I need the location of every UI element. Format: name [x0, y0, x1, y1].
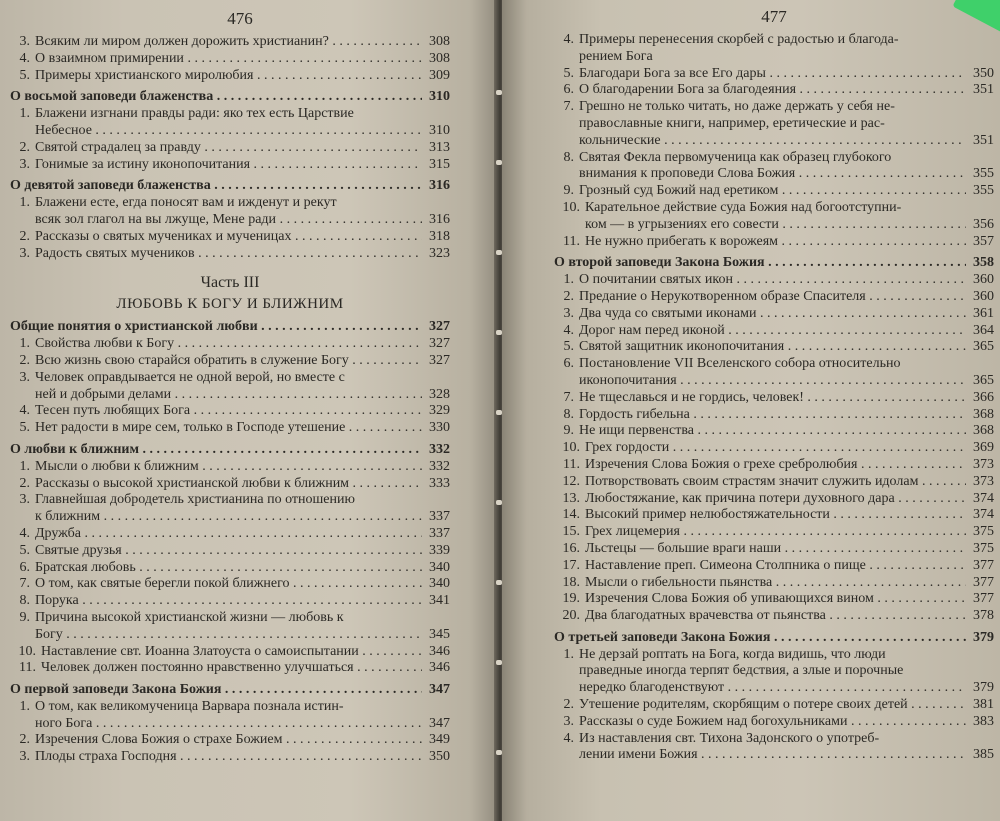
toc-page-number: 308 — [429, 50, 450, 66]
toc-entry — [10, 403, 450, 420]
toc-entry — [554, 234, 994, 251]
toc-entry-text: Льстецы — большие враги наши . . . — [585, 541, 966, 558]
toc-entry-text: рением Бога — [579, 48, 653, 64]
toc-entry-number: 7. — [563, 99, 574, 115]
toc-entry-text: внимания к проповеди Слова Божия . . . — [579, 166, 966, 183]
toc-entry — [554, 150, 994, 167]
toc-entry — [554, 558, 994, 575]
toc-page-number: 316 — [429, 178, 450, 194]
toc-entry-text: Грешно не только читать, но даже держать у себя не- — [579, 99, 895, 115]
toc-page-number: 350 — [973, 65, 994, 81]
toc-page-number: 373 — [973, 473, 994, 489]
toc-entry — [10, 627, 450, 644]
toc-page-number: 310 — [429, 89, 450, 105]
toc-entry — [554, 491, 994, 508]
toc-page-number: 347 — [429, 715, 450, 731]
toc-entry-number: 1. — [19, 336, 30, 352]
toc-entry-text: ком — в угрызениях его совести . . . — [585, 217, 966, 234]
toc-entry — [10, 749, 450, 766]
toc-entry — [10, 195, 450, 212]
toc-entry-number: 4. — [563, 32, 574, 47]
toc-page-number: 355 — [973, 183, 994, 199]
toc-entry-number: 5. — [563, 339, 574, 355]
toc-entry-text: Человек оправдывается не одной верой, но вместе с — [35, 369, 345, 385]
toc-entry — [10, 476, 450, 493]
toc-entry — [554, 373, 994, 390]
toc-entry — [10, 140, 450, 157]
toc-entry — [554, 166, 994, 183]
toc-page-number: 308 — [429, 34, 450, 49]
toc-entry-number: 4. — [563, 322, 574, 338]
toc-page-number: 383 — [973, 713, 994, 729]
toc-entry-text: Грех гордости . . . — [585, 440, 966, 457]
toc-entry-text: Высокий пример нелюбостяжательности . . . — [585, 507, 966, 524]
toc-entry-number: 7. — [19, 576, 30, 592]
toc-entry-number: 3. — [19, 156, 30, 172]
toc-entry-number: 1. — [19, 106, 30, 122]
toc-heading-text: О второй заповеди Закона Божия . . . — [554, 255, 966, 272]
toc-entry — [10, 492, 450, 509]
toc-page-number: 369 — [973, 440, 994, 456]
toc-entry — [10, 353, 450, 370]
toc-page-number: 377 — [973, 574, 994, 590]
toc-entry — [554, 82, 994, 99]
toc-entry-text: О почитании святых икон . . . — [579, 272, 966, 289]
toc-entry-number: 8. — [563, 149, 574, 165]
toc-page-number: 385 — [973, 747, 994, 763]
toc-entry-number: 9. — [19, 609, 30, 625]
toc-entry — [10, 593, 450, 610]
toc-page-number: 337 — [429, 509, 450, 525]
toc-page-number: 337 — [429, 525, 450, 541]
toc-entry-number: 3. — [19, 369, 30, 385]
toc-page-number: 375 — [973, 524, 994, 540]
page-number-left: 476 — [227, 9, 253, 28]
toc-entry — [554, 474, 994, 491]
toc-page-number: 340 — [429, 576, 450, 592]
toc-page-number: 315 — [429, 156, 450, 172]
toc-page-number: 328 — [429, 386, 450, 402]
toc-entry-number: 5. — [19, 420, 30, 436]
toc-section-heading — [10, 682, 450, 699]
toc-entry-number: 6. — [563, 356, 574, 372]
toc-page-number: 333 — [429, 475, 450, 491]
toc-entry — [10, 106, 450, 123]
part-subtitle: ЛЮБОВЬ К БОГУ И БЛИЖНИМ — [116, 296, 344, 313]
toc-page-number: 329 — [429, 403, 450, 419]
toc-page-number: 373 — [973, 456, 994, 472]
toc-heading-text: О первой заповеди Закона Божия . . . — [10, 682, 422, 699]
toc-entry — [554, 183, 994, 200]
toc-entry-number: 6. — [19, 559, 30, 575]
toc-entry — [554, 731, 994, 748]
toc-entry — [10, 229, 450, 246]
toc-entry-text: Мысли о гибельности пьянства . . . — [585, 575, 966, 592]
toc-heading-text: О восьмой заповеди блаженства . . . — [10, 89, 422, 106]
toc-entry-text: Из наставления свт. Тихона Задонского о употреб- — [579, 730, 880, 746]
toc-entry-text: Изречения Слова Божия о страхе Божием . . . — [35, 732, 422, 749]
toc-entry-number: 12. — [562, 473, 580, 489]
toc-page-number: 374 — [973, 507, 994, 523]
toc-entry — [554, 289, 994, 306]
toc-page-number: 330 — [429, 420, 450, 436]
toc-entry-number: 1. — [19, 698, 30, 714]
toc-entry-text: Святые друзья . . . — [35, 543, 422, 560]
toc-entry-number: 2. — [19, 139, 30, 155]
toc-entry-text: Не дерзай роптать на Бога, когда видишь, что люди — [579, 646, 886, 662]
toc-entry — [10, 732, 450, 749]
toc-page-number: 351 — [973, 82, 994, 98]
toc-entry-text: Предание о Нерукотворенном образе Спасителя . . . — [579, 289, 966, 306]
toc-page-number: 340 — [429, 559, 450, 575]
toc-entry-text: ней и добрыми делами . . . — [35, 387, 422, 404]
toc-section-heading — [10, 178, 450, 195]
toc-heading-text: О любви к ближним . . . — [10, 442, 422, 459]
toc-entry-text: Блажени изгнани правды ради: яко тех есть Царствие — [35, 106, 354, 122]
toc-entry-number: 10. — [562, 440, 580, 456]
toc-entry — [554, 390, 994, 407]
toc-entry-text: Потворствовать своим страстям значит служить идолам . . . — [585, 474, 966, 491]
toc-entry — [10, 68, 450, 85]
toc-entry — [10, 123, 450, 140]
toc-entry-text: нередко благоденствуют . . . — [579, 680, 966, 697]
toc-page-number: 316 — [429, 211, 450, 227]
toc-entry-text: кольнические . . . — [579, 133, 966, 150]
part-title: Часть III — [200, 274, 260, 292]
toc-section-heading — [10, 442, 450, 459]
toc-entry-number: 5. — [19, 542, 30, 558]
toc-entry — [554, 339, 994, 356]
toc-page-number: 360 — [973, 288, 994, 304]
toc-entry — [554, 697, 994, 714]
toc-heading-text: О девятой заповеди блаженства . . . — [10, 178, 422, 195]
toc-page-number: 368 — [973, 423, 994, 439]
toc-entry-number: 2. — [19, 475, 30, 491]
toc-right-section — [554, 32, 994, 764]
toc-entry-text: Изречения Слова Божия об упивающихся вином . . . — [585, 591, 966, 608]
toc-entry — [554, 507, 994, 524]
toc-entry-text: Два благодатных врачевства от пьянства . . . — [585, 608, 966, 625]
toc-entry — [554, 680, 994, 697]
toc-page-number: 378 — [973, 608, 994, 624]
toc-entry — [554, 356, 994, 373]
toc-entry-text: Дорог нам перед иконой . . . — [579, 323, 966, 340]
toc-entry-text: Причина высокой христианской жизни — любовь к — [35, 609, 344, 625]
toc-entry-number: 3. — [19, 245, 30, 261]
toc-page-number: 360 — [973, 272, 994, 288]
toc-entry-number: 9. — [563, 183, 574, 199]
toc-page-number: 374 — [973, 490, 994, 506]
toc-entry — [554, 575, 994, 592]
toc-entry — [10, 660, 450, 677]
toc-entry-text: Не ищи первенства . . . — [579, 423, 966, 440]
toc-entry-number: 4. — [19, 525, 30, 541]
toc-page-number: 379 — [973, 680, 994, 696]
toc-entry-number: 11. — [563, 456, 580, 472]
toc-entry — [10, 509, 450, 526]
toc-page-number: 332 — [429, 441, 450, 457]
toc-entry-number: 9. — [563, 423, 574, 439]
toc-entry — [554, 440, 994, 457]
toc-entry — [554, 272, 994, 289]
toc-entry-number: 5. — [563, 65, 574, 81]
toc-left-part3 — [10, 319, 450, 766]
toc-page-number: 351 — [973, 132, 994, 148]
toc-page-number: 350 — [429, 749, 450, 765]
toc-page-number: 355 — [973, 166, 994, 182]
toc-entry — [554, 133, 994, 150]
toc-entry — [10, 576, 450, 593]
toc-entry — [554, 714, 994, 731]
toc-entry — [10, 34, 450, 51]
toc-page-number: 364 — [973, 322, 994, 338]
toc-entry-text: всяк зол глагол на вы лжуще, Мене ради . . . — [35, 212, 422, 229]
toc-entry-text: Гонимые за истину иконопочитания . . . — [35, 157, 422, 174]
toc-entry — [554, 407, 994, 424]
toc-entry-text: Человек должен постоянно нравственно улучшаться . . . — [41, 660, 422, 677]
toc-entry — [10, 610, 450, 627]
toc-page-number: 368 — [973, 406, 994, 422]
toc-section-heading — [10, 319, 450, 336]
toc-entry-text: Святой защитник иконопочитания . . . — [579, 339, 966, 356]
toc-left-section — [10, 34, 450, 262]
toc-page-number: 365 — [973, 372, 994, 388]
toc-page-number: 313 — [429, 139, 450, 155]
toc-entry-text: Рассказы о суде Божием над богохульниками . . . — [579, 714, 966, 731]
toc-entry-text: Плоды страха Господня . . . — [35, 749, 422, 766]
toc-entry-number: 1. — [19, 458, 30, 474]
toc-page-number: 346 — [429, 643, 450, 659]
toc-entry-number: 3. — [563, 713, 574, 729]
toc-entry-number: 7. — [563, 389, 574, 405]
toc-entry-number: 16. — [562, 540, 580, 556]
toc-entry-text: Тесен путь любящих Бога . . . — [35, 403, 422, 420]
toc-entry-number: 1. — [563, 646, 574, 662]
page-number-right: 477 — [761, 7, 787, 26]
toc-entry — [10, 336, 450, 353]
toc-entry-text: Рассказы о высокой христианской любви к ближним . . . — [35, 476, 422, 493]
toc-entry-number: 1. — [563, 272, 574, 288]
toc-entry-number: 4. — [19, 403, 30, 419]
toc-entry — [554, 747, 994, 764]
toc-entry-number: 11. — [563, 233, 580, 249]
toc-entry-text: Дружба . . . — [35, 526, 422, 543]
toc-entry-text: Грех лицемерия . . . — [585, 524, 966, 541]
toc-page-number: 310 — [429, 122, 450, 138]
toc-page-number: 366 — [973, 389, 994, 405]
toc-section-heading — [554, 630, 994, 647]
toc-entry — [10, 420, 450, 437]
toc-entry-text: О взаимном примирении . . . — [35, 51, 422, 68]
toc-entry-text: Всяким ли миром должен дорожить христианин? . . . — [35, 34, 422, 51]
toc-page-number: 377 — [973, 591, 994, 607]
toc-entry-number: 8. — [19, 593, 30, 609]
toc-entry-text: Изречения Слова Божия о грехе сребролюбия . . . — [585, 457, 966, 474]
toc-entry — [554, 200, 994, 217]
toc-entry-text: Богу . . . — [35, 627, 422, 644]
toc-entry-number: 3. — [19, 492, 30, 508]
toc-entry-number: 18. — [562, 574, 580, 590]
toc-entry-number: 3. — [19, 749, 30, 765]
toc-entry — [554, 323, 994, 340]
toc-entry-number: 13. — [562, 490, 580, 506]
toc-entry-text: Благодари Бога за все Его дары . . . — [579, 66, 966, 83]
toc-page-number: 377 — [973, 557, 994, 573]
toc-page-number: 339 — [429, 542, 450, 558]
toc-entry-number: 6. — [563, 82, 574, 98]
toc-page-number: 327 — [429, 336, 450, 352]
toc-entry-number: 2. — [19, 352, 30, 368]
toc-heading-text: О третьей заповеди Закона Божия . . . — [554, 630, 966, 647]
toc-section-heading — [10, 89, 450, 106]
toc-entry — [10, 644, 450, 661]
toc-entry — [554, 49, 994, 66]
toc-entry-text: Святой страдалец за правду . . . — [35, 140, 422, 157]
toc-entry-number: 2. — [19, 732, 30, 748]
toc-page-number: 346 — [429, 660, 450, 676]
toc-entry-text: Любостяжание, как причина потери духовного дара . . . — [585, 491, 966, 508]
toc-page-number: 349 — [429, 732, 450, 748]
toc-entry-text: О том, как великомученица Варвара познала истин- — [35, 698, 344, 714]
toc-entry-text: Утешение родителям, скорбящим о потере своих детей . . . — [579, 697, 966, 714]
toc-entry — [554, 99, 994, 116]
toc-entry-number: 5. — [19, 67, 30, 83]
toc-entry-text: Блажени есте, егда поносят вам и ижденут и рекут — [35, 195, 337, 211]
toc-entry — [10, 387, 450, 404]
toc-heading-text: Общие понятия о христианской любви . . . — [10, 319, 422, 336]
toc-entry-number: 2. — [563, 288, 574, 304]
toc-page-number: 358 — [973, 255, 994, 271]
toc-entry-text: православные книги, например, еретические и рас- — [579, 115, 885, 131]
toc-entry — [10, 560, 450, 577]
toc-page-number: 345 — [429, 626, 450, 642]
toc-entry-text: О благодарении Бога за благодеяния . . . — [579, 82, 966, 99]
toc-entry-number: 8. — [563, 406, 574, 422]
toc-entry-number: 4. — [563, 730, 574, 746]
toc-entry-text: Рассказы о святых мучениках и мученицах . . . — [35, 229, 422, 246]
toc-page-number: 357 — [973, 233, 994, 249]
toc-page-number: 327 — [429, 319, 450, 335]
toc-entry — [554, 591, 994, 608]
toc-entry-number: 2. — [19, 228, 30, 244]
toc-entry — [554, 66, 994, 83]
toc-entry — [10, 459, 450, 476]
toc-entry — [554, 663, 994, 680]
toc-entry-text: Постановление VII Вселенского собора относительно — [579, 356, 901, 372]
toc-entry — [10, 699, 450, 716]
toc-entry-text: Радость святых мучеников . . . — [35, 246, 422, 263]
toc-entry-text: ного Бога . . . — [35, 716, 422, 733]
toc-entry-text: Грозный суд Божий над еретиком . . . — [579, 183, 966, 200]
toc-entry-number: 10. — [18, 643, 36, 659]
toc-entry-number: 14. — [562, 507, 580, 523]
toc-entry — [554, 541, 994, 558]
toc-page-number: 323 — [429, 245, 450, 261]
toc-entry-number: 20. — [562, 608, 580, 624]
toc-entry — [554, 423, 994, 440]
toc-entry-text: Нет радости в мире сем, только в Господе утешение . . . — [35, 420, 422, 437]
toc-page-number: 309 — [429, 67, 450, 83]
toc-page-number: 381 — [973, 697, 994, 713]
toc-section-heading — [554, 255, 994, 272]
toc-page-number: 332 — [429, 458, 450, 474]
toc-page-number: 379 — [973, 629, 994, 645]
toc-entry-text: иконопочитания . . . — [579, 373, 966, 390]
toc-entry-number: 3. — [563, 305, 574, 321]
toc-entry-number: 1. — [19, 195, 30, 211]
toc-entry-text: Небесное . . . — [35, 123, 422, 140]
toc-entry-text: Свойства любви к Богу . . . — [35, 336, 422, 353]
toc-entry — [554, 524, 994, 541]
toc-entry-text: Не тщеславься и не гордись, человек! . . . — [579, 390, 966, 407]
toc-entry — [554, 32, 994, 49]
toc-entry-number: 2. — [563, 697, 574, 713]
toc-entry — [10, 212, 450, 229]
toc-entry-text: О том, как святые берегли покой ближнего . . . — [35, 576, 422, 593]
toc-entry-text: Не нужно прибегать к ворожеям . . . — [585, 234, 966, 251]
toc-entry-text: праведные иногда терпят бедствия, а злые и порочные — [579, 663, 904, 679]
right-page — [502, 0, 1000, 821]
toc-entry-text: Всю жизнь свою старайся обратить в служение Богу . . . — [35, 353, 422, 370]
toc-entry-text: Святая Фекла первомученица как образец глубокого — [579, 149, 892, 165]
toc-entry — [554, 457, 994, 474]
toc-entry-number: 4. — [19, 50, 30, 66]
toc-entry-text: Главнейшая добродетель христианина по отношению — [35, 492, 355, 508]
toc-entry-text: Мысли о любви к ближним . . . — [35, 459, 422, 476]
toc-entry-text: Гордость гибельна . . . — [579, 407, 966, 424]
toc-page-number: 341 — [429, 593, 450, 609]
toc-entry — [10, 246, 450, 263]
toc-entry — [10, 157, 450, 174]
toc-page-number: 318 — [429, 228, 450, 244]
toc-entry-number: 17. — [562, 557, 580, 573]
toc-entry — [10, 526, 450, 543]
toc-entry — [10, 51, 450, 68]
toc-entry-number: 15. — [562, 524, 580, 540]
toc-entry-number: 3. — [19, 34, 30, 49]
toc-page-number: 327 — [429, 352, 450, 368]
toc-entry — [554, 306, 994, 323]
toc-entry-text: Два чуда со святыми иконами . . . — [579, 306, 966, 323]
toc-page-number: 361 — [973, 305, 994, 321]
toc-entry-text: Наставление свт. Иоанна Златоуста о самоиспытании . . . — [41, 644, 422, 661]
toc-entry-text: Примеры перенесения скорбей с радостью и благода- — [579, 32, 899, 47]
toc-entry — [554, 116, 994, 133]
toc-entry-text: Наставление преп. Симеона Столпника о пище . . . — [585, 558, 966, 575]
toc-entry-number: 11. — [19, 660, 36, 676]
toc-entry-text: лении имени Божия . . . — [579, 747, 966, 764]
toc-page-number: 347 — [429, 682, 450, 698]
toc-entry — [554, 217, 994, 234]
toc-entry — [10, 716, 450, 733]
toc-page-number: 356 — [973, 216, 994, 232]
toc-entry — [10, 543, 450, 560]
toc-entry-text: Братская любовь . . . — [35, 560, 422, 577]
toc-entry — [554, 647, 994, 664]
toc-page-number: 365 — [973, 339, 994, 355]
toc-entry-text: к ближним . . . — [35, 509, 422, 526]
toc-entry-number: 19. — [562, 591, 580, 607]
toc-entry-text: Карательное действие суда Божия над богоотступни- — [585, 199, 902, 215]
toc-entry-text: Порука . . . — [35, 593, 422, 610]
toc-entry-number: 10. — [562, 199, 580, 215]
toc-entry-text: Примеры христианского миролюбия . . . — [35, 68, 422, 85]
toc-page-number: 375 — [973, 540, 994, 556]
toc-entry — [10, 370, 450, 387]
toc-entry — [554, 608, 994, 625]
